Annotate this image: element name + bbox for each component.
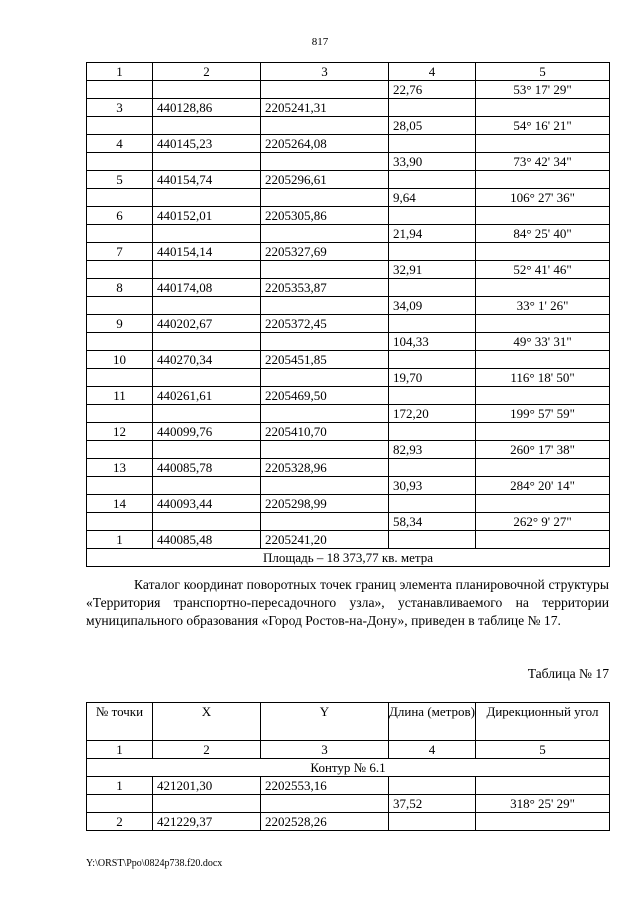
empty-length bbox=[389, 777, 476, 795]
empty-y bbox=[261, 369, 389, 387]
empty-length bbox=[389, 813, 476, 831]
segment-length: 33,90 bbox=[389, 153, 476, 171]
segment-row bbox=[87, 117, 610, 135]
empty-angle bbox=[476, 387, 610, 405]
table-caption: Таблица № 17 bbox=[527, 666, 609, 681]
segment-length: 30,93 bbox=[389, 477, 476, 495]
empty-length bbox=[389, 459, 476, 477]
segment-length: 32,91 bbox=[389, 261, 476, 279]
x-coordinate: 440085,48 bbox=[153, 531, 261, 549]
y-coordinate: 2202528,26 bbox=[261, 813, 389, 831]
empty-angle bbox=[476, 207, 610, 225]
point-row bbox=[87, 99, 610, 117]
empty-length bbox=[389, 207, 476, 225]
area-total: Площадь – 18 373,77 кв. метра bbox=[87, 549, 610, 567]
col-2-number: 2 bbox=[153, 63, 261, 81]
empty-length bbox=[389, 531, 476, 549]
segment-row bbox=[87, 441, 610, 459]
empty-point bbox=[87, 225, 153, 243]
empty-y bbox=[261, 405, 389, 423]
empty-x bbox=[153, 513, 261, 531]
header-direction-angle: Дирекционный угол bbox=[476, 703, 610, 741]
empty-point bbox=[87, 513, 153, 531]
x-coordinate: 440152,01 bbox=[153, 207, 261, 225]
point-number: 10 bbox=[87, 351, 153, 369]
contour-label: Контур № 6.1 bbox=[87, 759, 610, 777]
point-number: 12 bbox=[87, 423, 153, 441]
empty-point bbox=[87, 189, 153, 207]
segment-row bbox=[87, 81, 610, 99]
empty-length bbox=[389, 351, 476, 369]
empty-angle bbox=[476, 135, 610, 153]
direction-angle: 73° 42' 34" bbox=[476, 153, 610, 171]
point-number: 1 bbox=[87, 531, 153, 549]
contour-row bbox=[87, 759, 610, 777]
empty-point bbox=[87, 405, 153, 423]
segment-row bbox=[87, 477, 610, 495]
segment-length: 172,20 bbox=[389, 405, 476, 423]
point-number: 9 bbox=[87, 315, 153, 333]
segment-row bbox=[87, 333, 610, 351]
y-coordinate: 2205241,31 bbox=[261, 99, 389, 117]
x-coordinate: 440154,14 bbox=[153, 243, 261, 261]
empty-angle bbox=[476, 777, 610, 795]
empty-x bbox=[153, 441, 261, 459]
point-number: 13 bbox=[87, 459, 153, 477]
empty-length bbox=[389, 99, 476, 117]
empty-angle bbox=[476, 495, 610, 513]
point-row bbox=[87, 243, 610, 261]
header-x: X bbox=[153, 703, 261, 741]
header-y: Y bbox=[261, 703, 389, 741]
segment-length: 58,34 bbox=[389, 513, 476, 531]
direction-angle: 49° 33' 31" bbox=[476, 333, 610, 351]
y-coordinate: 2205451,85 bbox=[261, 351, 389, 369]
empty-y bbox=[261, 441, 389, 459]
empty-length bbox=[389, 387, 476, 405]
header-point-number: № точки bbox=[87, 703, 153, 741]
point-row bbox=[87, 279, 610, 297]
empty-angle bbox=[476, 813, 610, 831]
empty-y bbox=[261, 513, 389, 531]
point-number: 11 bbox=[87, 387, 153, 405]
direction-angle: 54° 16' 21" bbox=[476, 117, 610, 135]
point-row bbox=[87, 387, 610, 405]
empty-x bbox=[153, 189, 261, 207]
empty-point bbox=[87, 333, 153, 351]
segment-row bbox=[87, 261, 610, 279]
point-number: 8 bbox=[87, 279, 153, 297]
segment-row bbox=[87, 297, 610, 315]
point-number: 5 bbox=[87, 171, 153, 189]
segment-row bbox=[87, 369, 610, 387]
empty-y bbox=[261, 117, 389, 135]
empty-angle bbox=[476, 171, 610, 189]
direction-angle: 84° 25' 40" bbox=[476, 225, 610, 243]
segment-length: 9,64 bbox=[389, 189, 476, 207]
segment-length: 28,05 bbox=[389, 117, 476, 135]
y-coordinate: 2205327,69 bbox=[261, 243, 389, 261]
area-row bbox=[87, 549, 610, 567]
y-coordinate: 2205372,45 bbox=[261, 315, 389, 333]
empty-y bbox=[261, 189, 389, 207]
col-3-number: 3 bbox=[261, 741, 389, 759]
col-1-number: 1 bbox=[87, 741, 153, 759]
empty-point bbox=[87, 261, 153, 279]
segment-length: 22,76 bbox=[389, 81, 476, 99]
y-coordinate: 2205328,96 bbox=[261, 459, 389, 477]
y-coordinate: 2205296,61 bbox=[261, 171, 389, 189]
empty-y bbox=[261, 81, 389, 99]
segment-row bbox=[87, 189, 610, 207]
x-coordinate: 440093,44 bbox=[153, 495, 261, 513]
empty-angle bbox=[476, 531, 610, 549]
table-header-numbers-row bbox=[87, 741, 610, 759]
point-row bbox=[87, 351, 610, 369]
empty-x bbox=[153, 153, 261, 171]
empty-length bbox=[389, 279, 476, 297]
empty-point bbox=[87, 117, 153, 135]
x-coordinate: 440270,34 bbox=[153, 351, 261, 369]
empty-x bbox=[153, 795, 261, 813]
x-coordinate: 440261,61 bbox=[153, 387, 261, 405]
col-5-number: 5 bbox=[476, 63, 610, 81]
empty-angle bbox=[476, 243, 610, 261]
coordinates-table-17 bbox=[86, 702, 610, 831]
segment-row bbox=[87, 405, 610, 423]
segment-length: 82,93 bbox=[389, 441, 476, 459]
x-coordinate: 440154,74 bbox=[153, 171, 261, 189]
empty-length bbox=[389, 315, 476, 333]
direction-angle: 106° 27' 36" bbox=[476, 189, 610, 207]
empty-length bbox=[389, 243, 476, 261]
page-number: 817 bbox=[311, 36, 329, 48]
empty-point bbox=[87, 477, 153, 495]
segment-length: 19,70 bbox=[389, 369, 476, 387]
empty-x bbox=[153, 477, 261, 495]
col-4-number: 4 bbox=[389, 63, 476, 81]
segment-length: 37,52 bbox=[389, 795, 476, 813]
point-row bbox=[87, 459, 610, 477]
segment-row bbox=[87, 513, 610, 531]
direction-angle: 53° 17' 29" bbox=[476, 81, 610, 99]
col-2-number: 2 bbox=[153, 741, 261, 759]
empty-y bbox=[261, 297, 389, 315]
direction-angle: 262° 9' 27" bbox=[476, 513, 610, 531]
point-number: 7 bbox=[87, 243, 153, 261]
empty-point bbox=[87, 441, 153, 459]
empty-x bbox=[153, 225, 261, 243]
point-number: 2 bbox=[87, 813, 153, 831]
empty-x bbox=[153, 297, 261, 315]
point-row bbox=[87, 423, 610, 441]
point-number: 3 bbox=[87, 99, 153, 117]
point-row bbox=[87, 207, 610, 225]
y-coordinate: 2205410,70 bbox=[261, 423, 389, 441]
col-1-number: 1 bbox=[87, 63, 153, 81]
col-4-number: 4 bbox=[389, 741, 476, 759]
point-number: 1 bbox=[87, 777, 153, 795]
empty-length bbox=[389, 495, 476, 513]
paragraph-text: Каталог координат поворотных точек границ элемента планировочной структуры «Территория транспортно-пересадочного узла», устанавливаемого на территории муниципального образования «Город Ростов-на-Дону», приведен в таблице № 17. bbox=[86, 577, 609, 628]
table-header-row bbox=[87, 63, 610, 81]
empty-point bbox=[87, 297, 153, 315]
empty-length bbox=[389, 423, 476, 441]
segment-length: 104,33 bbox=[389, 333, 476, 351]
direction-angle: 284° 20' 14" bbox=[476, 477, 610, 495]
y-coordinate: 2205469,50 bbox=[261, 387, 389, 405]
empty-point bbox=[87, 369, 153, 387]
y-coordinate: 2205353,87 bbox=[261, 279, 389, 297]
empty-y bbox=[261, 795, 389, 813]
header-length: Длина (метров) bbox=[389, 703, 476, 741]
x-coordinate: 440099,76 bbox=[153, 423, 261, 441]
y-coordinate: 2205298,99 bbox=[261, 495, 389, 513]
empty-point bbox=[87, 795, 153, 813]
x-coordinate: 440145,23 bbox=[153, 135, 261, 153]
empty-y bbox=[261, 225, 389, 243]
empty-x bbox=[153, 333, 261, 351]
empty-angle bbox=[476, 351, 610, 369]
point-row bbox=[87, 171, 610, 189]
col-3-number: 3 bbox=[261, 63, 389, 81]
direction-angle: 52° 41' 46" bbox=[476, 261, 610, 279]
direction-angle: 260° 17' 38" bbox=[476, 441, 610, 459]
segment-row bbox=[87, 795, 610, 813]
x-coordinate: 421229,37 bbox=[153, 813, 261, 831]
y-coordinate: 2202553,16 bbox=[261, 777, 389, 795]
direction-angle: 199° 57' 59" bbox=[476, 405, 610, 423]
empty-x bbox=[153, 81, 261, 99]
x-coordinate: 440174,08 bbox=[153, 279, 261, 297]
x-coordinate: 440085,78 bbox=[153, 459, 261, 477]
segment-length: 21,94 bbox=[389, 225, 476, 243]
direction-angle: 318° 25' 29" bbox=[476, 795, 610, 813]
empty-point bbox=[87, 81, 153, 99]
empty-y bbox=[261, 261, 389, 279]
point-row bbox=[87, 315, 610, 333]
col-5-number: 5 bbox=[476, 741, 610, 759]
y-coordinate: 2205264,08 bbox=[261, 135, 389, 153]
point-number: 4 bbox=[87, 135, 153, 153]
catalog-paragraph bbox=[86, 576, 609, 630]
point-number: 6 bbox=[87, 207, 153, 225]
point-row bbox=[87, 135, 610, 153]
empty-point bbox=[87, 153, 153, 171]
point-row bbox=[87, 495, 610, 513]
file-path-footer: Y:\ORST\Ppo\0824p738.f20.docx bbox=[86, 858, 223, 869]
point-row bbox=[87, 813, 610, 831]
empty-y bbox=[261, 153, 389, 171]
empty-x bbox=[153, 405, 261, 423]
point-number: 14 bbox=[87, 495, 153, 513]
empty-length bbox=[389, 135, 476, 153]
empty-angle bbox=[476, 279, 610, 297]
segment-row bbox=[87, 225, 610, 243]
empty-x bbox=[153, 369, 261, 387]
empty-length bbox=[389, 171, 476, 189]
empty-angle bbox=[476, 99, 610, 117]
empty-y bbox=[261, 477, 389, 495]
point-row bbox=[87, 531, 610, 549]
empty-angle bbox=[476, 315, 610, 333]
y-coordinate: 2205241,20 bbox=[261, 531, 389, 549]
x-coordinate: 440202,67 bbox=[153, 315, 261, 333]
segment-length: 34,09 bbox=[389, 297, 476, 315]
point-row bbox=[87, 777, 610, 795]
empty-angle bbox=[476, 459, 610, 477]
x-coordinate: 421201,30 bbox=[153, 777, 261, 795]
empty-y bbox=[261, 333, 389, 351]
direction-angle: 33° 1' 26" bbox=[476, 297, 610, 315]
coordinates-table-continued bbox=[86, 62, 610, 567]
empty-x bbox=[153, 261, 261, 279]
direction-angle: 116° 18' 50" bbox=[476, 369, 610, 387]
segment-row bbox=[87, 153, 610, 171]
y-coordinate: 2205305,86 bbox=[261, 207, 389, 225]
table-header-labels-row bbox=[87, 703, 610, 741]
empty-x bbox=[153, 117, 261, 135]
empty-angle bbox=[476, 423, 610, 441]
x-coordinate: 440128,86 bbox=[153, 99, 261, 117]
